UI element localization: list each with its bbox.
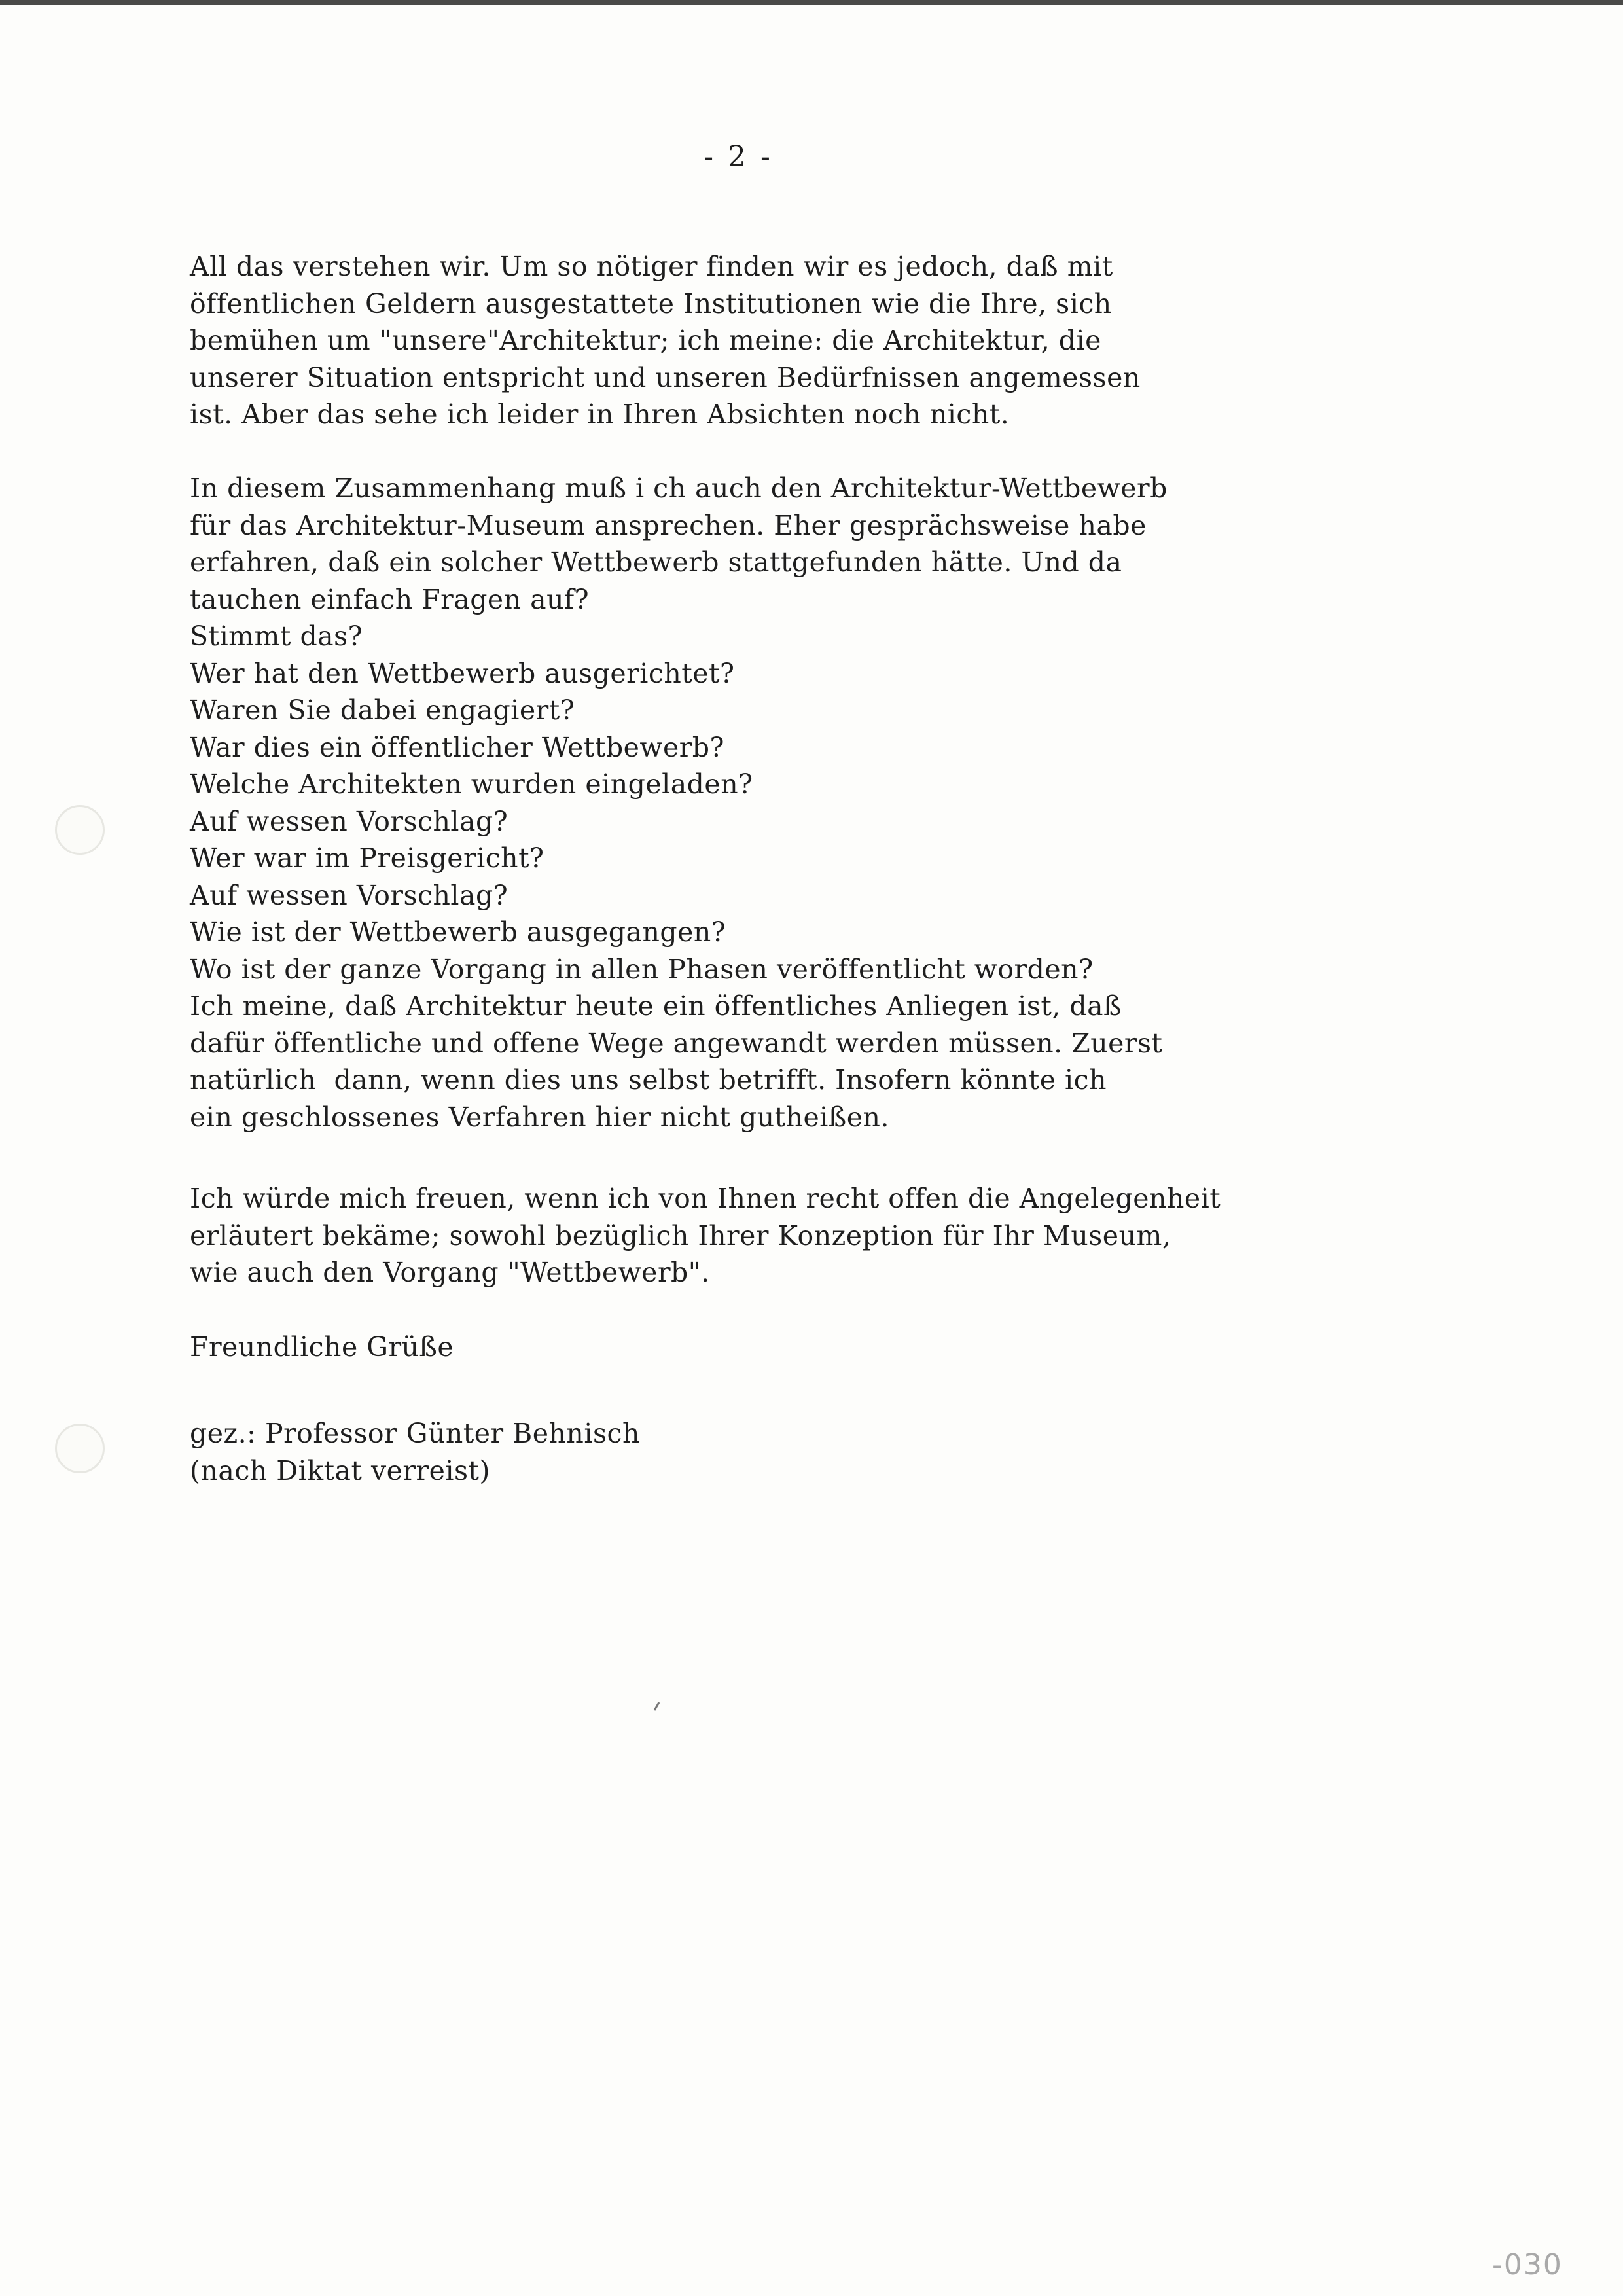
punch-hole-bottom xyxy=(55,1424,105,1473)
text-line: ein geschlossenes Verfahren hier nicht gutheißen. xyxy=(190,1101,889,1133)
text-line: dafür öffentliche und offene Wege angewandt werden müssen. Zuerst xyxy=(190,1027,1163,1059)
page-number: - 2 - xyxy=(704,140,773,173)
text-line: Ich würde mich freuen, wenn ich von Ihnen recht offen die Angelegenheit xyxy=(190,1183,1221,1214)
question-line: Auf wessen Vorschlag? xyxy=(190,879,508,911)
text-line: erfahren, daß ein solcher Wettbewerb stattgefunden hätte. Und da xyxy=(190,547,1122,578)
question-line: Wer hat den Wettbewerb ausgerichtet? xyxy=(190,657,735,689)
ink-speck xyxy=(654,1702,660,1711)
text-line: ist. Aber das sehe ich leider in Ihren Absichten noch nicht. xyxy=(190,399,1010,430)
signature-block xyxy=(190,1415,640,1489)
paragraph-1 xyxy=(190,248,1141,433)
question-line: Auf wessen Vorschlag? xyxy=(190,805,508,837)
question-line: Stimmt das? xyxy=(190,620,363,652)
question-line: Wo ist der ganze Vorgang in allen Phasen veröffentlicht worden? xyxy=(190,953,1094,985)
closing-greeting: Freundliche Grüße xyxy=(190,1331,454,1363)
paragraph-3 xyxy=(190,1180,1221,1291)
page-top-edge xyxy=(0,0,1623,5)
text-line: unserer Situation entspricht und unseren Bedürfnissen angemessen xyxy=(190,361,1141,393)
text-line: In diesem Zusammenhang muß i ch auch den Architektur-Wettbewerb xyxy=(190,473,1168,504)
signature-note: (nach Diktat verreist) xyxy=(190,1454,491,1486)
question-line: War dies ein öffentlicher Wettbewerb? xyxy=(190,731,725,763)
text-line: bemühen um "unsere"Architektur; ich meine: die Architektur, die xyxy=(190,325,1101,356)
text-line: für das Architektur-Museum ansprechen. Eher gesprächsweise habe xyxy=(190,509,1147,541)
signature-name: gez.: Professor Günter Behnisch xyxy=(190,1418,640,1449)
question-line: Wie ist der Wettbewerb ausgegangen? xyxy=(190,916,726,948)
text-line: All das verstehen wir. Um so nötiger finden wir es jedoch, daß mit xyxy=(190,251,1113,282)
question-line: Wer war im Preisgericht? xyxy=(190,842,544,874)
paragraph-2 xyxy=(190,470,1168,1136)
text-line: Ich meine, daß Architektur heute ein öffentliches Anliegen ist, daß xyxy=(190,990,1122,1022)
text-line: öffentlichen Geldern ausgestattete Institutionen wie die Ihre, sich xyxy=(190,287,1112,319)
text-line: natürlich dann, wenn dies uns selbst betrifft. Insofern könnte ich xyxy=(190,1064,1107,1096)
text-line: erläutert bekäme; sowohl bezüglich Ihrer Konzeption für Ihr Museum, xyxy=(190,1219,1171,1251)
text-line: tauchen einfach Fragen auf? xyxy=(190,583,590,615)
punch-hole-top xyxy=(55,805,105,855)
archive-number: -030 xyxy=(1492,2248,1563,2282)
text-line: wie auch den Vorgang "Wettbewerb". xyxy=(190,1257,710,1288)
question-line: Welche Architekten wurden eingeladen? xyxy=(190,768,753,800)
question-line: Waren Sie dabei engagiert? xyxy=(190,694,575,726)
